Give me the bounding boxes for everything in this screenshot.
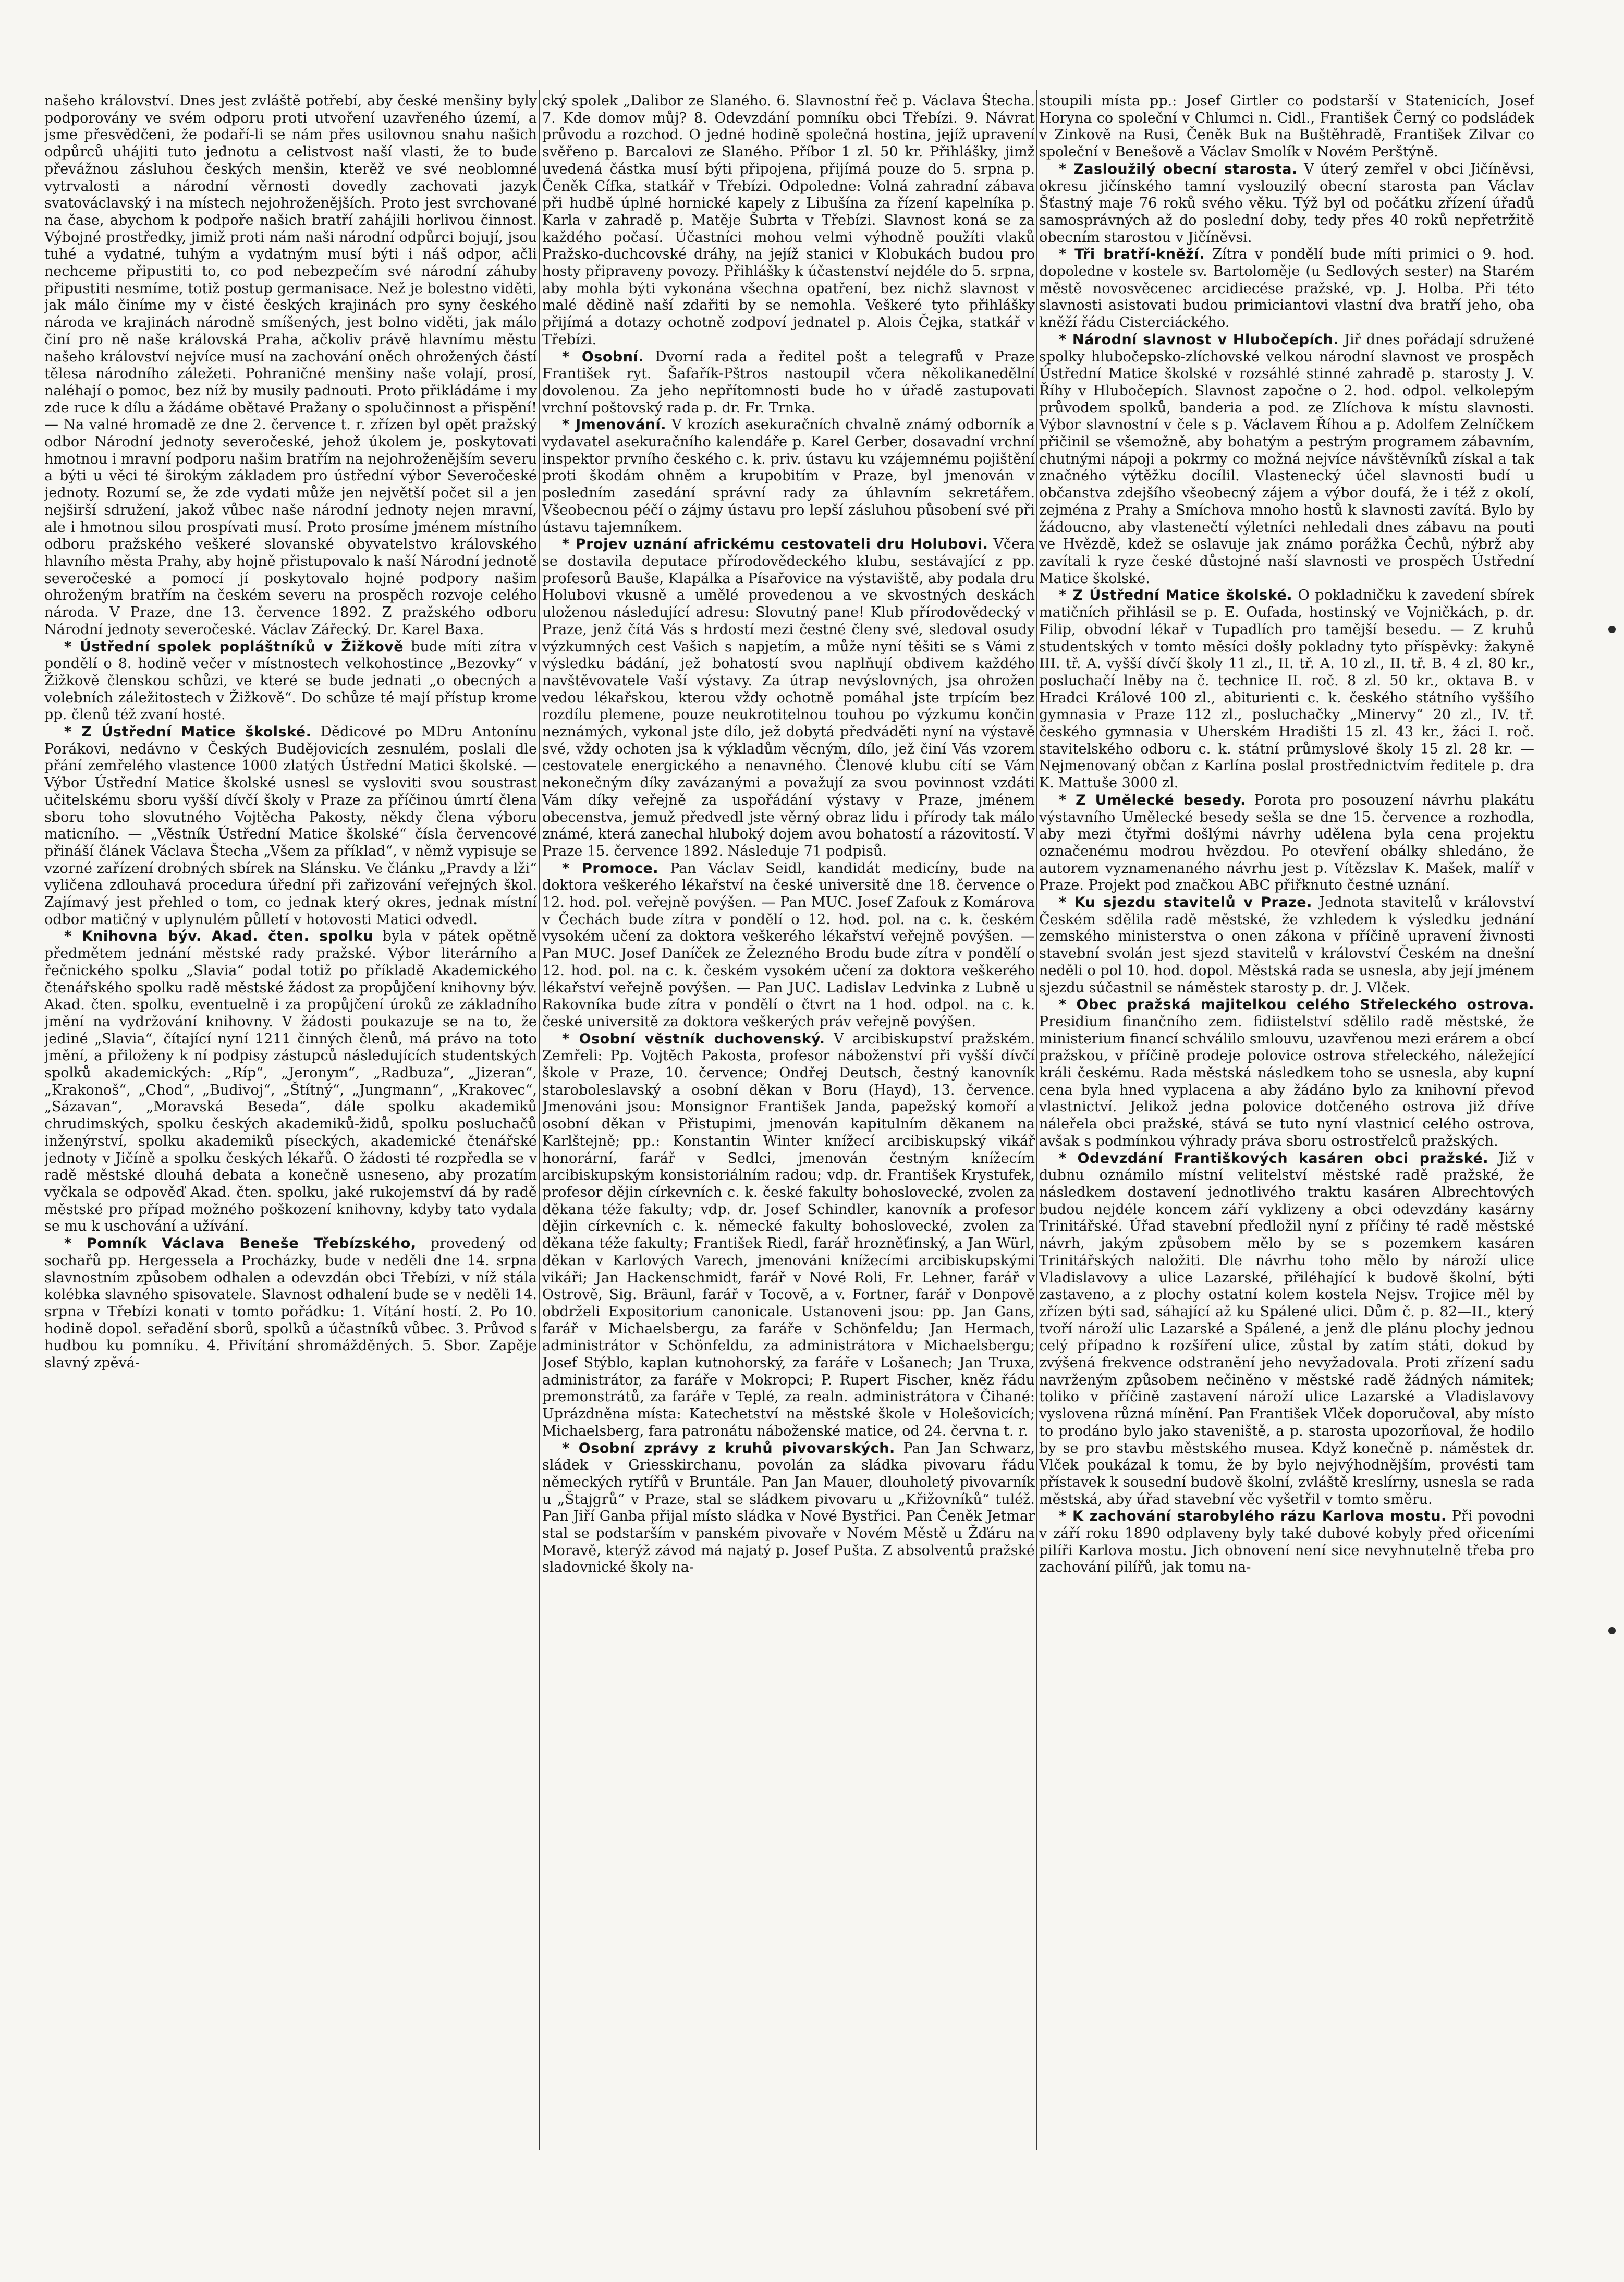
article-paragraph [1039, 1150, 1534, 1509]
article-body: Jiř dnes pořádají sdružené spolky hlubočepsko-zlíchovské velkou národní slavnost ve prospěch Ústřední Matice školské v rozsáhlé stinné zahradě p. starosty J. V. Říhy v Hlubočepích. Slavnost započne o 2. hod. odpol. velkolepým průvodem spolků, banderia a pod. ze Zlíchova k místu slavnosti. Výbor slavnostní v čele s p. Václavem Říhou a p. Adolfem Zelníčkem přičinil se všemožně, aby bohatým a pestrým programem zábavním, chutnými nápoji a pokrmy co možná nejvíce návštěvníků získal a tak značného výtěžku docílil. Vlastenecký účel slavnosti budí u občanstva zdejšího všeobecný zájem a výbor doufá, že i též z okolí, zejména z Prahy a Smíchova mnoho hostů k slavnosti zavítá. Bylo by žádoucno, aby vlastenečtí výletníci nehledali dnes zábavu na pouti ve Hvězdě, kdež se oslavuje jak známo porážka Čechů, nýbrž aby zavítali k ryze české důstojné naší slavnosti ve prospěch Ústřední Matice školské. [1039, 331, 1534, 587]
article-paragraph [1039, 792, 1534, 894]
article-heading: * Národní slavnost v Hlubočepích. [1059, 331, 1339, 348]
article-body: Pan Václav Seidl, kandidát medicíny, bude na doktora veškerého lékařství na české universitě dne 18. července o 12. hod. pol. veřejně povýšen. — Pan MUC. Josef Zafouk z Komárova v Čechách bude zítra v pondělí o 12. hod. pol. na c. k. českém vysokém učení za doktora veškerého lékařství veřejně povýšen. — Pan MUC. Josef Daníček ze Železného Brodu bude zítra v pondělí o 12. hod. pol. na c. k. českém vysokém učení za doktora veškerého lékařství veřejně povýšen. — Pan JUC. Ladislav Ledvinka z Lubně u Rakovníka bude zítra v pondělí o čtvrt na 1 hod. odpol. na c. k. české universitě za doktora veškerých práv veřejně povýšen. [542, 860, 1035, 1030]
article-body: Včera se dostavila deputace přírodovědeckého klubu, sestávající z pp. profesorů Bauše, Klapálka a Písařovice na výstaviště, aby podala dru Holubovi vkusně a umělé provedenou a ve skvostných deskách uloženou následující adresu: Slovutný pane! Klub přírodovědecký v Praze, jenž čítá Vás s hrdostí mezi čestné členy své, sledoval osudy výzkumných cest Vašich s napjetím, a může nyní těšiti se s Vámi z výsledku bádání, jež bohatostí svou naplňují obdivem každého navštěvovatele Vaší výstavy. Za útrap nevýslovných, jsa ohrožen vedou lékařskou, kterou vždy ochotně pomáhal jste trpícím bez rozdílu plemene, pouze neukrotitelnou touhou po výzkumu končin neznámých, vykonal jste dílo, jež dobytá předváděti nyní na výstavě své, vždy ochoten jsa k výkladům věcným, dílo, jež činí Vás vzorem cestovatele energického a nenavného. Členové klubu cítí se Vám nekonečným díky zavázanými a považují za svou povinnost vzdáti Vám díky veřejně za uspořádání výstavy v Praze, jménem obecenstva, jemuž předvedl jste věrný obraz lidu i přírody tak málo známé, která zanechal hluboký dojem avou bohatostí a rázovitostí. V Praze 15. července 1892. Následuje 71 podpisů. [542, 536, 1035, 859]
article-body: Při povodni v září roku 1890 odplaveny byly také dubové kobyly před ořiceními pilíři Karlova mostu. Jich obnovení není sice nevyhnutelně třeba pro zachování pilířů, jak tomu na- [1039, 1508, 1534, 1576]
article-body: cký spolek „Dalibor ze Slaného. 6. Slavnostní řeč p. Václava Štecha. 7. Kde domov můj? 8. Odevzdání pomníku obci Třebízi. 9. Návrat průvodu a rozchod. O jedné hodině společná hostina, jejíž upravení svěřeno p. Barcalovi ze Slaného. Příbor 1 zl. 50 kr. Přihlášky, jimž uvedená částka musí býti připojena, přijímá pouze do 5. srpna p. Čeněk Cífka, statkář v Třebízi. Odpoledne: Volná zahradní zábava při hudbě úplné hornické kapely z Libušína za řízení kapelníka p. Karla v zahradě p. Matěje Šubrta v Třebízi. Slavnost koná se za každého počasí. Účastníci mohou velmi výhodně použíti vlaků Pražsko-duchcovské dráhy, na jejíž stanici v Klobukách budou pro hosty připraveny povozy. Přihlášky k účastenství nejdéle do 5. srpna, aby mohla býti vykonána všechna opatření, bez nichž slavnost v malé dědině naší zdařiti by se nemohla. Veškeré tyto přihlášky přijímá a dotazy ochotně zodpoví jednatel p. Alois Čejka, statkář v Třebízi. [542, 93, 1035, 348]
article-heading: * Odevzdání Františkových kasáren obci pražské. [1059, 1150, 1489, 1167]
text-column-1 [44, 93, 537, 2147]
article-paragraph [542, 417, 1035, 536]
text-column-2 [542, 93, 1035, 2147]
article-body: byla v pátek opětně předmětem jednání městské rady pražské. Výbor literárního a řečnického spolku „Slavia“ podal totiž po příkladě Akademického čtenářského spolku radě městské žádost za propůjčení knihovny býv. Akad. čten. spolku, eventuelně i za propůjčení úroků ze základního jmění na vydržování knihovny. V žádosti poukazuje se na to, že jediné „Slavia“, čítající nyní 1211 činných členů, má právo na toto jmění, a přiloženy k ní podpisy zástupců následujících studentských spolků akademických: „Ríp“, „Jeronym“, „Radbuza“, „Jizeran“, „Krakonoš“, „Chod“, „Budivoj“, „Štítný“, „Jungmann“, „Krakovec“, „Sázavan“, „Moravská Beseda“, dále spolku akademiků chrudimských, spolku českých akademiků-židů, spolku posluchačů inženýrství, spolku akademiků píseckých, akademické čtenářské jednoty v Jičíně a spolku českých lékařů. O žádosti té rozpředla se v radě městské dlouhá debata a konečně usneseno, aby prozatím vyčkala se odpověď Akad. čten. spolku, jaké rukojemství dá by radě městské pro případ možného poškození knihovny, kdyby tato vydala se mu k uschování a užívání. [44, 928, 537, 1235]
article-paragraph [1039, 587, 1534, 792]
article-paragraph [1039, 161, 1534, 247]
article-heading: * Osobní. [562, 348, 644, 365]
article-paragraph [44, 1235, 537, 1372]
article-body: Porota pro posouzení návrhu plakátu výstavního Umělecké besedy sešla se dne 15. července a rozhodla, aby mezi čtyřmi došlými návrhy udělena byla cena projektu označenému modrou hvězdou. Po otevření obálky shledáno, že autorem vyznamenaného návrhu jest p. Vítězslav K. Mašek, malíř v Praze. Projekt pod značkou ABC přiřknuto čestné uznání. [1039, 792, 1534, 894]
article-paragraph [1039, 997, 1534, 1150]
article-body: Jednota stavitelů v království Českém sdělila radě městské, že vzhledem k výsledku jednání zemského ministerstva o onen zákona v příčině upravení živnosti stavební svolán jest sjezd stavitelů v království Českém na dnešní neděli o pol 10. hod. dopol. Městská rada se usnesla, aby její jménem sjezdu súčastnil se náměstek starosty p. dr. J. Vlček. [1039, 894, 1534, 996]
article-paragraph [1039, 332, 1534, 588]
article-body: Dědicové po MDru Antonínu Porákovi, nedávno v Českých Budějovicích zesnulém, poslali dle přání zemřelého vlastence 1000 zlatých Ústřední Matici školské. — Výbor Ústřední Matice školské usnesl se vysloviti svou soustrast učitelskému sboru vyšší dívčí školy v Praze za příčinou úmrtí člena sboru toho slovutného Vojtěcha Pakosty, někdy člena výboru maticního. — „Věstník Ústřední Matice školské“ čísla červencové přináší článek Václava Štecha „Všem za příklad“, v němž vypisuje se vzorné zařízení drobných sbírek na Slánsku. Ve článku „Pravdy a lži“ vyličena zdlouhavá procedura úřední při zařizování veřejných škol. Zajímavý jest přehled o tom, co jednak který okres, jednak místní odbor matičný v uplynulém půlletí v hotovosti Matici odvedl. [44, 724, 537, 928]
article-heading: * Pomník Václava Beneše Třebízského, [64, 1235, 417, 1252]
article-heading: * Tři bratří-kněží. [1059, 246, 1205, 263]
article-body: V arcibiskupství pražském. Zemřeli: Pp. Vojtěch Pakosta, profesor náboženství při vyšší dívčí škole v Praze, 10. července; Ondřej Deutsch, čestný kanovník staroboleslavský a osobní děkan v Boru (Hayd), 13. července. Jmenováni jsou: Monsignor František Janda, papežský komoří a osobní děkan v Přistupimi, jmenován kapitulním děkanem na Karlštejně; pp.: Konstantin Winter knížecí arcibiskupský vikář honorární, farář v Sedlci, jmenován čestným knížecím arcibiskupským konsistoriálním radou; vdp. dr. František Krystufek, profesor dějin církevních c. k. české fakulty bohoslovecké, zvolen za děkana téže fakulty; vdp. dr. Josef Schindler, kanovník a profesor dějin církevních c. k. německé fakulty bohoslovecké, zvolen za děkana téže fakulty; František Riedl, farář hrozněťinský, a Jan Würl, děkan v Karlových Varech, jmenováni knížecími arcibiskupskými vikáři; Jan Hackenschmidt, farář v Nové Roli, Fr. Lehner, farář v Ostrově, Sig. Bräunl, farář v Tocově, a v. Fortner, farář v Donpově obdrželi Expositorium canonicale. Ustanoveni jsou: pp. Jan Gans, farář v Michaelsbergu, za faráře v Schönfeldu; Jan Hermach, administrátor v Schönfeldu, za administrátora v Michaelsbergu; Josef Stýblo, kaplan kutnohorský, za faráře v Lošanech; Jan Truxa, administrátor, za faráře v Mokropci; P. Rupert Fischer, kněz řádu premonstrátů, za faráře v Teplé, za realn. administrátora v Čihané: Uprázdněna místa: Katechetství na městské škole v Holešovicích; Michaelsberg, fara patronátu náboženské matice, od 24. června t. r. [542, 1030, 1035, 1439]
article-heading: * Obec pražská majitelkou celého Střeleckého ostrova. [1059, 997, 1534, 1013]
binding-hole [1608, 1627, 1616, 1634]
article-heading: * Projev uznání africkému cestovateli dru Holubovi. [562, 536, 988, 553]
text-column-3 [1039, 93, 1534, 2147]
article-paragraph [542, 860, 1035, 1031]
article-body: stoupili místa pp.: Josef Girtler co podstarší v Statenicích, Josef Horyna co společní v Chlumci n. Cidl., František Černý co podsládek v Zinkově na Rusi, Čeněk Buk na Buštěhradě, František Zilvar co společní v Benešově a Václav Smolík v Novém Perštýně. [1039, 93, 1534, 161]
article-heading: * K zachování starobylého rázu Karlova mostu. [1059, 1508, 1447, 1525]
article-paragraph [542, 93, 1035, 349]
article-body: V úterý zemřel v obci Jičíněvsi, okresu jičínského tamní vyslouzilý obecní starosta pan Václav Šťastný maje 76 roků svého věku. Týž byl od počátku zřízení úřadů samosprávných až do poslední doby, tedy přes 40 roků nepřetržitě obecním starostou v Jičíněvsi. [1039, 161, 1534, 246]
article-heading: * Z Ústřední Matice školské. [1059, 587, 1293, 604]
column-divider [1036, 90, 1037, 2150]
article-paragraph [44, 93, 537, 639]
article-body: Zítra v pondělí bude míti primici o 9. hod. dopoledne v kostele sv. Bartoloměje (u Sedlových sester) na Starém městě novosvěcenec arcidiecése pražské, vp. J. Holba. Při této slavnosti asistovati budou primiciantovi vlastní dva bratří jeho, oba kněží řádu Cisterciáckého. [1039, 246, 1534, 331]
article-body: Pan Jan Schwarz, sládek v Griesskirchanu, povolán za sládka pivovaru řádu německých rytířů v Bruntále. Pan Jan Mauer, dlouholetý pivovarník u „Štajgrů“ v Praze, stal se sládkem pivovaru u „Křižovníků“ tuléž. Pan Jiří Ganba přijal místo sládka v Nové Bystřici. Pan Čeněk Jetmar stal se podstarším v panském pivovaře v Novém Městě u Žďáru na Moravě, kterýž závod má najatý p. Josef Pušta. Z absolventů pražské sladovnické školy na- [542, 1440, 1035, 1576]
article-paragraph [1039, 246, 1534, 332]
article-heading: * Z Umělecké besedy. [1059, 792, 1246, 808]
article-paragraph [1039, 93, 1534, 161]
article-paragraph [1039, 894, 1534, 997]
article-heading: * Knihovna býv. Akad. čten. spolku [64, 928, 373, 945]
article-body: provedený od sochařů pp. Hergessela a Procházky, bude v neděli dne 14. srpna slavnostním způsobem odhalen a odevzdán obci Třebízi, v níž stála kolébka slavného spisovatele. Slavnost odhalení bude se v neděli 14. srpna v Třebízi konati v tomto pořádku: 1. Vítání hostí. 2. Po 10. hodině dopol. seřadění sborů, spolků a účastníků vůbec. 3. Průvod s hudbou ku pomníku. 4. Přivítání shromážděných. 5. Sbor. Zapěje slavný zpěvá- [44, 1235, 537, 1371]
article-heading: * Zasloužilý obecní starosta. [1059, 161, 1298, 177]
article-paragraph [44, 928, 537, 1235]
article-heading: * Promoce. [562, 860, 659, 877]
article-body: V krozích asekuračních chvalně známý odborník a vydavatel asekuračního kalendáře p. Karel Gerber, dosavadní vrchní inspektor prvního českého c. k. priv. ústavu ku vzájemnému pojištění proti škodám ohněm a krupobitím v Praze, byl jmenován v posledním zasedání správní rady za úhlavním sekretářem. Všeobecnou péčí o zájmy ústavu pro lepší zásluhou působení své při ústavu tajemníkem. [542, 417, 1035, 536]
article-body: bude míti zítra v pondělí o 8. hodině večer v místnostech velkohostince „Bezovky“ v Žižkově členskou schůzi, ve které se bude jednati „o obecných a volebních záležitostech v Žižkově“. Do schůze té mají přístup krome pp. členů též zvaní hosté. [44, 638, 537, 723]
article-body: O pokladničku k zavedení sbírek matičních přihlásil se p. E. Oufada, hostinský ve Vojničkách, p. dr. Filip, obvodní lékař v Tupadlích pro tamější besedu. — Z kruhů studentských v tomto měsíci došly pokladny tyto příspěvky: žakyně III. tř. A. vyšší dívčí školy 11 zl., II. tř. A. 10 zl., II. tř. B. 4 zl. 80 kr., posluchačí lněby na č. technice II. roč. 8 zl. 50 kr., oktava B. v Hradci Králové 100 zl., abiturienti c. k. českého státního vyššího gymnasia v Praze 112 zl., posluchačky „Minervy“ 20 zl., IV. tř. českého gymnasia v Uherském Hradišti 15 zl. 43 kr., žáci I. roč. stavitelského odboru c. k. státní průmyslové školy 15 zl. 28 kr. — Nejmenovaný občan z Karlína poslal prostřednictvím ředitele p. dra K. Mattuše 3000 zl. [1039, 587, 1534, 792]
article-paragraph [542, 349, 1035, 417]
article-body: Presidium finančního zem. fidiistelství sdělilo radě městské, že ministerium financí schválilo smlouvu, uzavřenou mezi erárem a obcí pražskou, v příčině prodeje polovice ostrova střeleckého, náležející králi českému. Rada městská následkem toho se usnesla, aby kupní cena byla hned vyplacena a aby žádáno bylo za knihovní převod vlastnictví. Jelikož jedna polovice dotčeného ostrova již dříve náleřela obci pražské, stává se tuto nyní vlastnicí celého ostrova, avšak s podmínkou výhrady práva sboru ostrostřelců pražských. [1039, 1013, 1534, 1149]
article-paragraph [1039, 1508, 1534, 1576]
binding-hole [1608, 626, 1616, 633]
article-body: Již v dubnu oznámilo místní velitelství městské radě pražské, že následkem dostavení jednotlivého traktu kasáren Albrechtových budou nejdéle koncem září vyklizeny a obci odevzdány kasárny Trinitářské. Úřad stavební předložil nyní z příčiny té radě městské návrh, jakým způsobem mělo by se s pozemkem kasáren Trinitářských naložiti. Dle návrhu toho mělo by nároží ulice Vladislavovy a ulice Lazarské, přiléhající k budově školní, býti zastaveno, a z plochy ostatní kolem kostela Nejsv. Trojice měl by zřízen býti sad, sáhající až ku Spálené ulici. Dům č. p. 82—II., který tvoří nároží ulic Lazarské a Spálené, a jenž dle plánu plochy jednou celý případno k rozšíření ulice, zůstal by zatím státi, dokud by zvýšená frekvence odstranění jeho nevyžadovala. Proti zřízení sadu navrženým způsobem nečiněno v městské radě žádných námitek; toliko v příčině zastavení nároží ulice Lazarské a Vladislavovy vyslovena různá mínění. Pan František Vlček doporučoval, aby místo to prodáno bylo jako staveniště, a p. starosta upozorňoval, že hodilo by se pro stavbu městského musea. Když konečně p. náměstek dr. Vlček poukázal k tomu, že by bylo nejvýhodnějším, provésti tam přístavek k sousední budově školní, zvláště kreslírny, usnesla se rada městská, aby úřad stavební věc vyšetřil v tomto směru. [1039, 1150, 1534, 1508]
article-heading: * Jmenování. [562, 417, 666, 433]
column-divider [539, 90, 540, 2150]
article-paragraph [44, 639, 537, 724]
article-paragraph [44, 724, 537, 928]
article-body: našeho království. Dnes jest zvláště potřebí, aby české menšiny byly podporovány ve svém odporu proti utvoření uzavřeného území, a jsme přesvědčeni, že podaří-li se nám přes usilovnou snahu našich odpůrců uhájiti tuto jednotu a celistvost naší vlasti, že to bude převážnou zásluhou českých menšin, kterěž ve své neoblomné vytrvalosti a národní věrnosti dovedly zachovati jazyk svatováclavský i na místech nejohroženějších. Proto jest svrchované na čase, abychom k podpoře našich bratří zahájili horlivou činnost. Výbojné prostředky, jimiž proti nám naši národní odpůrci bojují, jsou tuhé a vydatné, tuhým a vydatným musí býti i náš odpor, ačli nechceme připustiti to, co pod nebezpečím své národní záhuby připustiti nesmíme, totiž postup germanisace. Než je bolestno viděti, jak málo činíme my v čisté českých krajinách pro syny českého národa ve krajinách národně smíšených, jest bolno viděti, jak málo činí pro ně naše královská Praha, ačkoliv právě hlavnímu městu našeho království nejvíce musí na zachování oněch ohrožených částí tělesa národního záležeti. Pohraničné menšiny naše volají, prosí, naléhají o pomoc, bez níž by musily padnouti. Proto přikládáme i my zde ruce k dílu a žádáme obětavé Pražany o spolučinnost a přispění! — Na valné hromadě ze dne 2. července t. r. zřízen byl opět pražský odbor Národní jednoty severočeské, jehož úkolem je, poskytovati hmotnou i mravní podporu našim bratřím na nejohroženějším severu a býti u věci té širokým základem pro ústřední výbor Severočeské jednoty. Rozumí se, že zde vydati může jen největší počet sil a jen nejširší sdružení, jakož vůbec naše národní jednoty nejen mravní, ale i hmotnou silou prospívati musí. Proto prosíme jménem místního odboru pražského veškeré slovanské obyvatelstvo královského hlavního města Prahy, aby hojně přistupovalo k naší Národní jednotě severočeské a pomocí jí poskytovalo hojné podpory našim ohroženým bratřím na českém severu na prospěch rozvoje celého národa. V Praze, dne 13. července 1892. Z pražského odboru Národní jednoty severočeské. Václav Zářecký. Dr. Karel Baxa. [44, 93, 537, 638]
article-heading: * Ku sjezdu stavitelů v Praze. [1059, 894, 1312, 911]
article-heading: * Ústřední spolek popláštníků v Žižkově [64, 638, 404, 655]
article-body: Dvorní rada a ředitel pošt a telegrafů v Praze František ryt. Šafařík-Pštros nastoupil včera několikanedělní dovolenou. Za jeho nepřítomnosti bude ho v úřadě zastupovati vrchní poštovský rada p. dr. Fr. Trnka. [542, 348, 1035, 416]
article-paragraph [542, 536, 1035, 860]
article-heading: * Z Ústřední Matice školské. [64, 724, 312, 741]
article-heading: * Osobní zprávy z kruhů pivovarských. [562, 1440, 895, 1456]
article-paragraph [542, 1031, 1035, 1440]
article-heading: * Osobní věstník duchovenský. [562, 1030, 825, 1047]
article-paragraph [542, 1440, 1035, 1577]
